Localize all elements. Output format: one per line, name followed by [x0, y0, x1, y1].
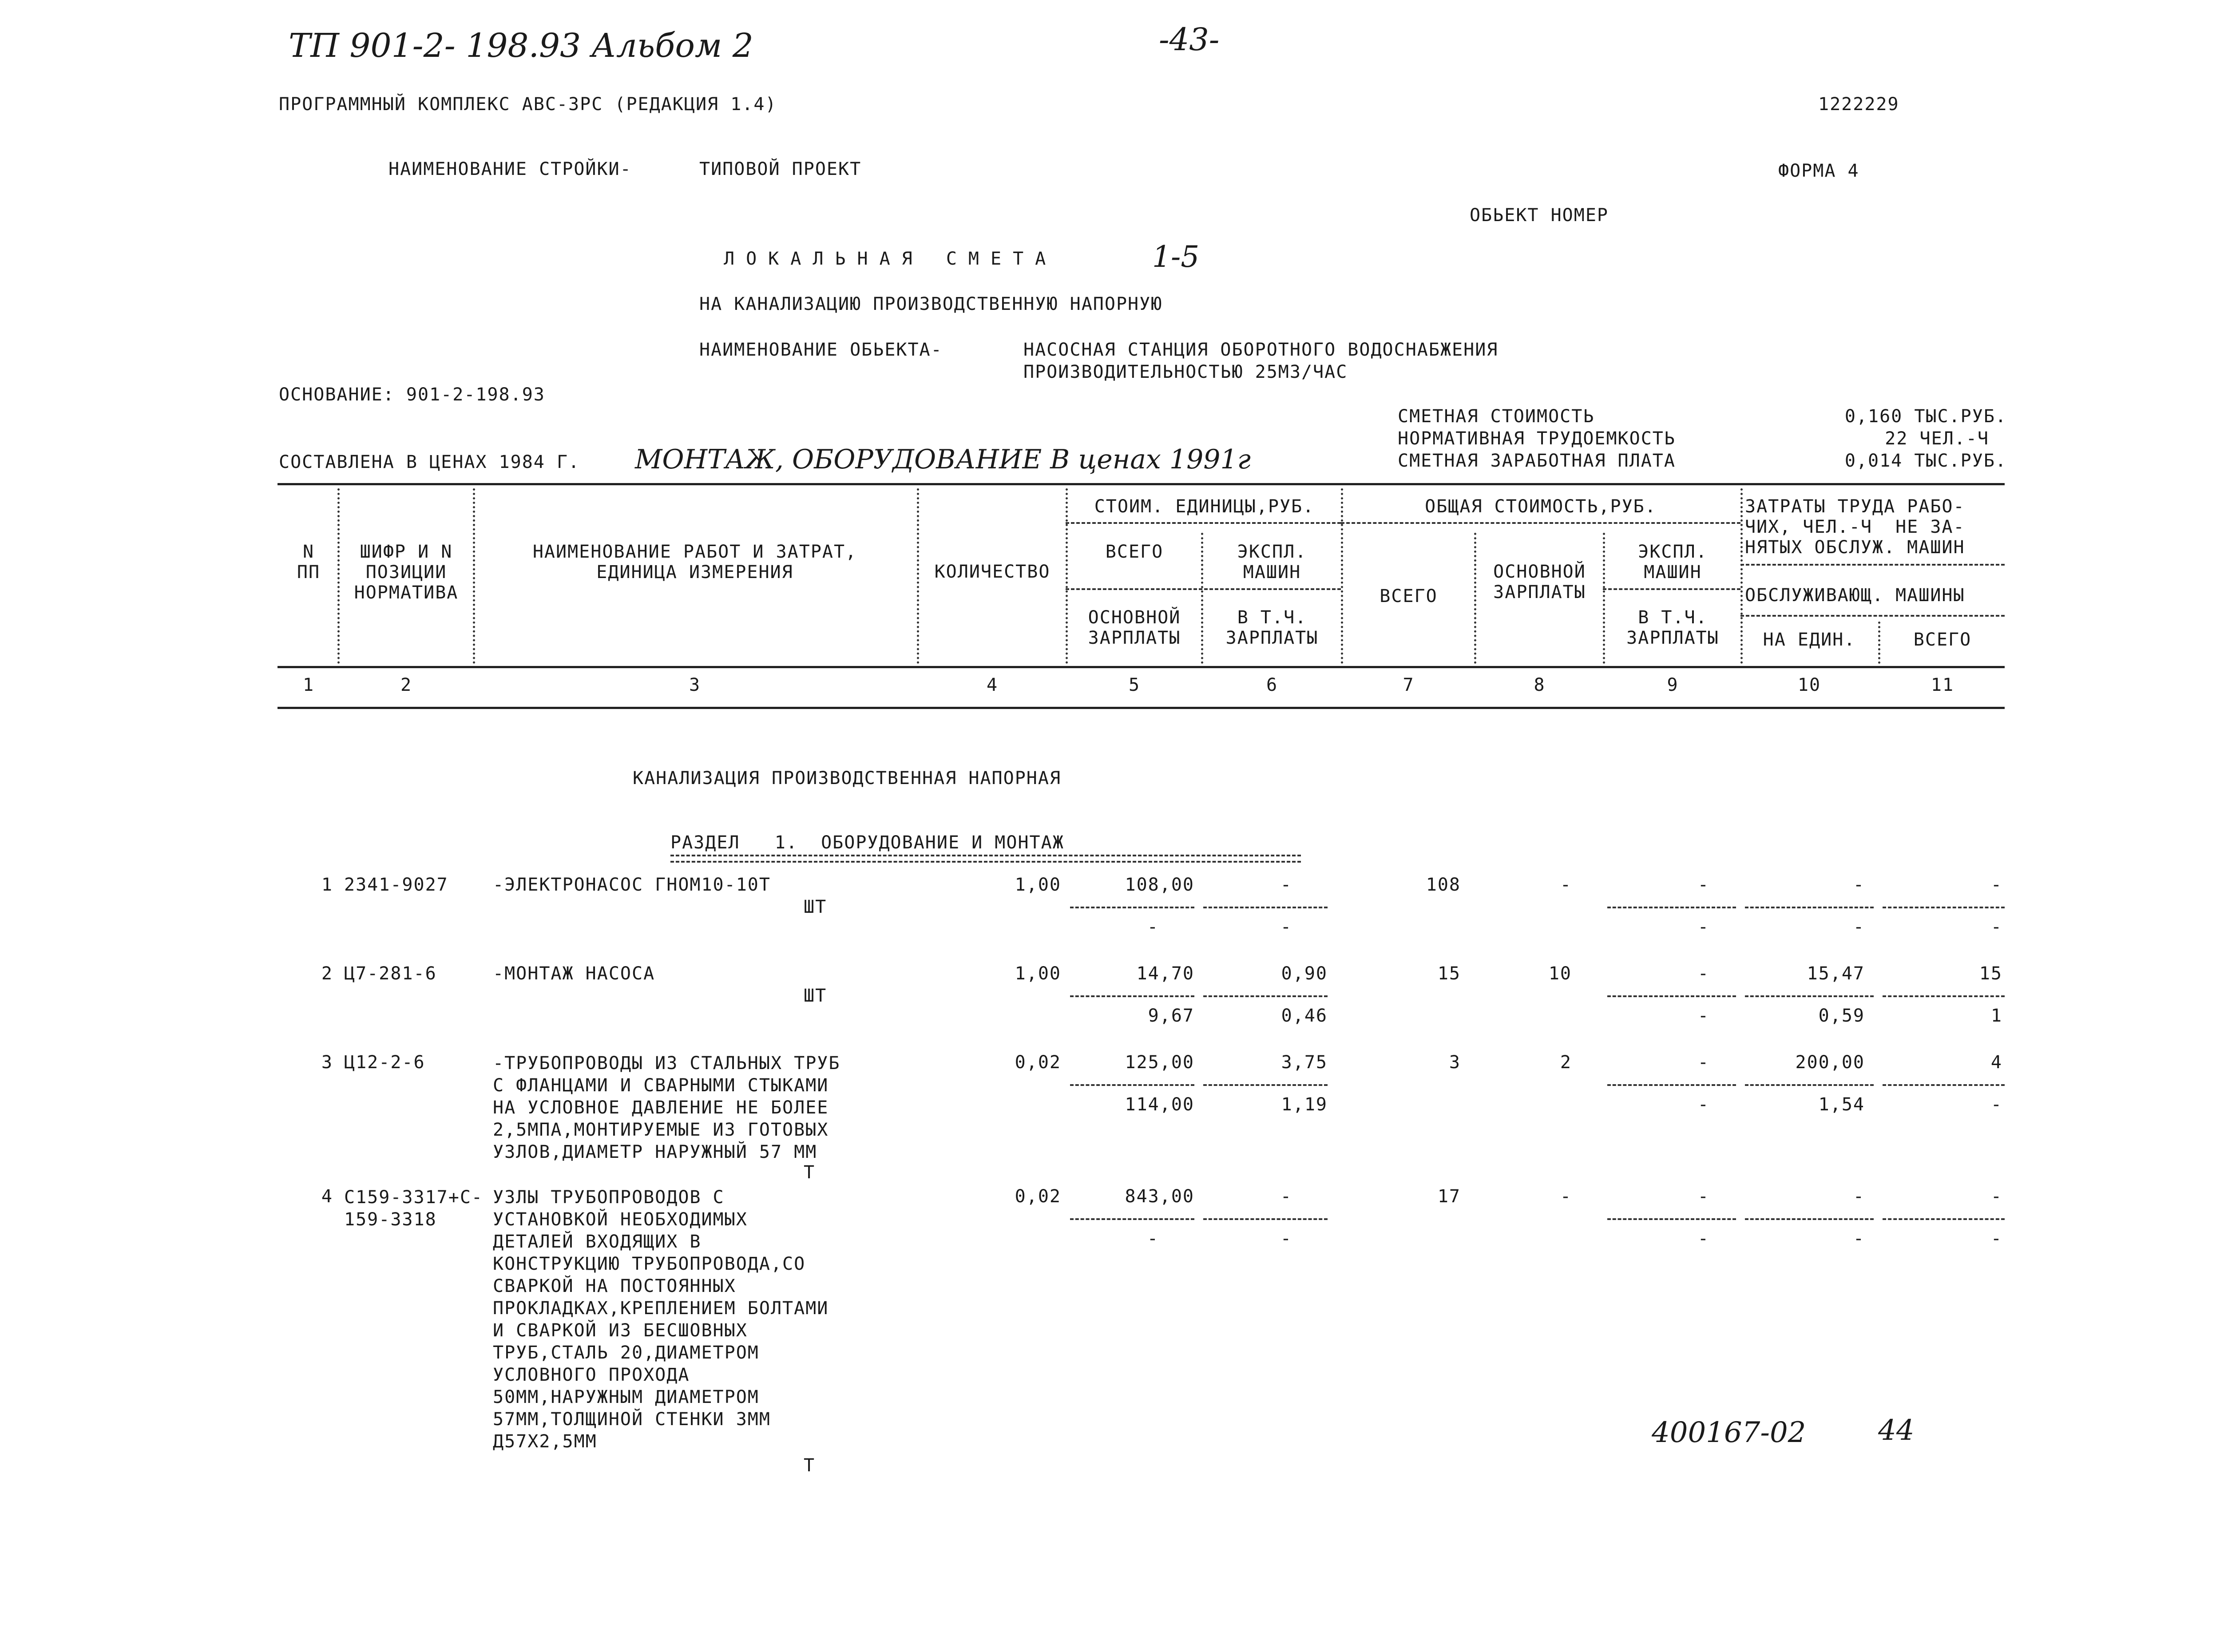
row-total-incl-wage: - — [1697, 1094, 1709, 1115]
col-number: 1 — [302, 675, 315, 695]
row-total-exp: - — [1697, 1186, 1709, 1207]
row-total-exp: - — [1697, 963, 1709, 984]
row-labor-unit: - — [1853, 875, 1865, 895]
form-number: ФОРМА 4 — [1778, 161, 1859, 181]
header-total-all: ВСЕГО — [1380, 586, 1438, 606]
header-total-exp: ЭКСПЛ. МАШИН — [1638, 542, 1708, 582]
section-heading-underline — [670, 855, 1301, 863]
row-unit-cost: 14,70 — [1136, 963, 1194, 984]
header-unit-all: ВСЕГО — [1105, 542, 1164, 562]
row-labor-serv-total: 1 — [1990, 1006, 2002, 1026]
section-title: КАНАЛИЗАЦИЯ ПРОИЗВОДСТВЕННАЯ НАПОРНАЯ — [633, 768, 1062, 788]
header-labor-total: ВСЕГО — [1913, 630, 1972, 650]
row-code: Ц7-281-6 — [344, 963, 437, 984]
row-labor-total: 15 — [1979, 963, 2002, 984]
row-total: 3 — [1449, 1052, 1461, 1073]
header-unit-basic-wage: ОСНОВНОЙ ЗАРПЛАТЫ — [1088, 607, 1181, 648]
row-total: 108 — [1426, 875, 1461, 895]
header-unit-cost: СТОИМ. ЕДИНИЦЫ,РУБ. — [1094, 496, 1315, 517]
col-sep-1 — [337, 488, 340, 664]
row-subrule — [1883, 995, 2005, 997]
row-unit-cost: 125,00 — [1125, 1052, 1194, 1073]
row-name: -МОНТАЖ НАСОСА — [493, 963, 655, 984]
unit-cost-divider — [1066, 522, 1341, 524]
object-name-line2: ПРОИЗВОДИТЕЛЬНОСТЬЮ 25М3/ЧАС — [1023, 362, 1348, 382]
row-code: С159-3317+С- 159-3318 — [344, 1187, 483, 1230]
row-subrule — [1070, 907, 1194, 908]
row-subrule — [1883, 1084, 2005, 1086]
row-subrule — [1203, 1218, 1328, 1220]
row-quantity: 0,02 — [1015, 1186, 1061, 1207]
row-subrule — [1070, 1218, 1194, 1220]
header-unit-exp: ЭКСПЛ. МАШИН — [1237, 542, 1307, 582]
row-subrule — [1607, 907, 1736, 908]
estimate-subject: НА КАНАЛИЗАЦИЮ ПРОИЗВОДСТВЕННУЮ НАПОРНУЮ — [699, 294, 1163, 314]
row-code: 2341-9027 — [344, 875, 448, 895]
row-subrule — [1883, 907, 2005, 908]
table-header-bottom-rule — [278, 666, 2005, 668]
row-labor-serv-unit: 0,59 — [1818, 1006, 1865, 1026]
col-number: 2 — [400, 675, 412, 695]
estimate-title: ЛОКАЛЬНАЯ СМЕТА — [724, 249, 1058, 269]
row-unit: Т — [804, 1455, 816, 1476]
row-code: Ц12-2-6 — [344, 1052, 425, 1073]
row-labor-unit: 200,00 — [1795, 1052, 1865, 1073]
row-quantity: 1,00 — [1015, 963, 1061, 984]
header-serving-machines: ОБСЛУЖИВАЮЩ. МАШИНЫ — [1745, 585, 1965, 606]
header-unit-incl-wage: В Т.Ч. ЗАРПЛАТЫ — [1225, 607, 1319, 648]
row-subrule — [1745, 907, 1874, 908]
row-subrule — [1070, 995, 1194, 997]
col-number: 10 — [1797, 675, 1821, 695]
col-number: 8 — [1534, 675, 1546, 695]
summary-label-wage: СМЕТНАЯ ЗАРАБОТНАЯ ПЛАТА — [1398, 451, 1676, 471]
row-total-incl-wage: - — [1697, 1228, 1709, 1249]
summary-value-wage: 0,014 ТЫС.РУБ. — [1844, 451, 2007, 471]
page-number: -43- — [1159, 21, 1220, 58]
col-number: 5 — [1128, 675, 1141, 695]
labor-divider-2 — [1740, 615, 2005, 617]
document-id: 1222229 — [1818, 94, 1899, 115]
row-labor-total: - — [1990, 875, 2002, 895]
row-number: 4 — [321, 1186, 333, 1207]
handwritten-prices-note: МОНТАЖ, ОБОРУДОВАНИЕ В ценах 1991г — [635, 444, 1251, 475]
handwritten-footer-page: 44 — [1878, 1414, 1915, 1447]
row-name: -ТРУБОПРОВОДЫ ИЗ СТАЛЬНЫХ ТРУБ С ФЛАНЦАМИ И СВАРНЫМИ СТЫКАМИ НА УСЛОВНОЕ ДАВЛЕНИЕ НЕ БОЛЕЕ 2,5МПА,МОНТИРУЕМЫЕ ИЗ ГОТОВЫХ УЗЛОВ,ДИАМЕТР НАРУЖНЫЙ 57 ММ — [493, 1053, 840, 1162]
header-per-unit: НА ЕДИН. — [1763, 630, 1856, 650]
object-name-label: НАИМЕНОВАНИЕ ОБЬЕКТА- — [699, 340, 943, 360]
row-name: -ЭЛЕКТРОНАСОС ГНОМ10-10Т — [493, 875, 771, 895]
row-total: 15 — [1437, 963, 1461, 984]
row-unit: ШТ — [804, 897, 827, 917]
row-number: 1 — [321, 875, 333, 895]
row-total-exp: - — [1697, 875, 1709, 895]
row-unit-basic-wage: - — [1147, 1228, 1159, 1249]
labor-divider — [1740, 564, 2005, 566]
row-unit: ШТ — [804, 986, 827, 1006]
row-total-incl-wage: - — [1697, 1006, 1709, 1026]
row-number: 3 — [321, 1052, 333, 1073]
section-heading: РАЗДЕЛ 1. ОБОРУДОВАНИЕ И МОНТАЖ — [670, 832, 1064, 853]
row-subrule — [1607, 1084, 1736, 1086]
row-subrule — [1745, 1084, 1874, 1086]
row-total-wage: - — [1560, 1186, 1572, 1207]
row-labor-unit: 15,47 — [1807, 963, 1865, 984]
row-quantity: 0,02 — [1015, 1052, 1061, 1073]
row-unit-cost: 843,00 — [1125, 1186, 1194, 1207]
row-subrule — [1203, 1084, 1328, 1086]
col-number: 9 — [1667, 675, 1679, 695]
row-number: 2 — [321, 963, 333, 984]
row-labor-serv-total: - — [1990, 917, 2002, 937]
row-total: 17 — [1437, 1186, 1461, 1207]
row-unit-basic-wage: - — [1147, 917, 1159, 937]
row-subrule — [1607, 995, 1736, 997]
row-labor-total: - — [1990, 1186, 2002, 1207]
row-unit-incl-wage: - — [1280, 917, 1292, 937]
row-unit-exp: - — [1280, 875, 1292, 895]
row-unit-exp: 0,90 — [1281, 963, 1328, 984]
table-colnum-rule — [278, 707, 2005, 709]
row-labor-serv-unit: - — [1853, 917, 1865, 937]
row-subrule — [1203, 995, 1328, 997]
row-total-wage: 2 — [1560, 1052, 1572, 1073]
row-total-exp: - — [1697, 1052, 1709, 1073]
row-unit: Т — [804, 1162, 816, 1183]
row-labor-serv-total: - — [1990, 1094, 2002, 1115]
header-norm-code: ШИФР И N ПОЗИЦИИ НОРМАТИВА — [354, 542, 459, 603]
handwritten-footer-code: 400167-02 — [1652, 1416, 1806, 1449]
header-quantity: КОЛИЧЕСТВО — [934, 562, 1051, 582]
row-unit-cost: 108,00 — [1125, 875, 1194, 895]
row-unit-incl-wage: 1,19 — [1281, 1094, 1328, 1115]
row-total-incl-wage: - — [1697, 917, 1709, 937]
row-labor-serv-unit: - — [1853, 1228, 1865, 1249]
construction-name: ТИПОВОЙ ПРОЕКТ — [699, 159, 862, 179]
basis: ОСНОВАНИЕ: 901-2-198.93 — [279, 384, 545, 405]
program-name: ПРОГРАММНЫЙ КОМПЛЕКС АВС-3РС (РЕДАКЦИЯ 1.4) — [279, 94, 777, 115]
handwritten-estimate-number: 1-5 — [1152, 240, 1200, 274]
row-quantity: 1,00 — [1015, 875, 1061, 895]
object-name-line1: НАСОСНАЯ СТАНЦИЯ ОБОРОТНОГО ВОДОСНАБЖЕНИЯ — [1023, 340, 1498, 360]
col-number: 7 — [1403, 675, 1415, 695]
col-number: 11 — [1931, 675, 1954, 695]
row-total-wage: - — [1560, 875, 1572, 895]
row-unit-basic-wage: 9,67 — [1148, 1006, 1194, 1026]
row-subrule — [1607, 1218, 1736, 1220]
row-labor-serv-total: - — [1990, 1228, 2002, 1249]
row-unit-exp: 3,75 — [1281, 1052, 1328, 1073]
header-total-cost: ОБЩАЯ СТОИМОСТЬ,РУБ. — [1425, 496, 1657, 517]
handwritten-project-code: ТП 901-2- 198.93 Альбом 2 — [289, 27, 753, 65]
col-number: 4 — [986, 675, 999, 695]
table-top-rule — [278, 483, 2005, 485]
row-subrule — [1745, 1218, 1874, 1220]
col-number: 3 — [689, 675, 701, 695]
header-total-incl-wage: В Т.Ч. ЗАРПЛАТЫ — [1626, 607, 1719, 648]
row-labor-total: 4 — [1990, 1052, 2002, 1073]
row-unit-basic-wage: 114,00 — [1125, 1094, 1194, 1115]
col-number: 6 — [1266, 675, 1278, 695]
summary-label-cost: СМЕТНАЯ СТОИМОСТЬ — [1398, 406, 1595, 427]
row-total-wage: 10 — [1548, 963, 1572, 984]
summary-label-labor: НОРМАТИВНАЯ ТРУДОЕМКОСТЬ — [1398, 428, 1676, 449]
row-unit-exp: - — [1280, 1186, 1292, 1207]
row-subrule — [1745, 995, 1874, 997]
row-labor-serv-unit: 1,54 — [1818, 1094, 1865, 1115]
row-labor-unit: - — [1853, 1186, 1865, 1207]
total-cost-divider — [1341, 522, 1740, 524]
row-subrule — [1203, 907, 1328, 908]
header-work-name: НАИМЕНОВАНИЕ РАБОТ И ЗАТРАТ, ЕДИНИЦА ИЗМЕРЕНИЯ — [532, 542, 857, 582]
object-number: ОБЬЕКТ НОМЕР — [1470, 205, 1609, 226]
unit-cost-divider-2 — [1066, 588, 1341, 590]
row-name: УЗЛЫ ТРУБОПРОВОДОВ С УСТАНОВКОЙ НЕОБХОДИМЫХ ДЕТАЛЕЙ ВХОДЯЩИХ В КОНСТРУКЦИЮ ТРУБОПРОВОДА,СО СВАРКОЙ НА ПОСТОЯННЫХ ПРОКЛАДКАХ,КРЕПЛЕНИЕМ БОЛТАМИ И СВАРКОЙ ИЗ БЕСШОВНЫХ ТРУБ,СТАЛЬ 20,ДИАМЕТРОМ УСЛОВНОГО ПРОХОДА 50ММ,НАРУЖНЫМ ДИАМЕТРОМ 57ММ,ТОЛЩИНОЙ СТЕНКИ 3ММ Д57Х2,5ММ — [493, 1187, 829, 1452]
summary-value-labor: 22 ЧЕЛ.-Ч — [1885, 428, 1989, 449]
row-subrule — [1883, 1218, 2005, 1220]
row-unit-incl-wage: - — [1280, 1228, 1292, 1249]
row-subrule — [1070, 1084, 1194, 1086]
row-unit-incl-wage: 0,46 — [1281, 1006, 1328, 1026]
header-labor: ЗАТРАТЫ ТРУДА РАБО- ЧИХ, ЧЕЛ.-Ч НЕ ЗА- НЯТЫХ ОБСЛУЖ. МАШИН — [1745, 496, 1965, 558]
compiled-prices: СОСТАВЛЕНА В ЦЕНАХ 1984 Г. — [279, 452, 580, 472]
total-cost-divider-2 — [1603, 588, 1740, 590]
header-total-basic-wage: ОСНОВНОЙ ЗАРПЛАТЫ — [1493, 562, 1586, 602]
header-row-number: N ПП — [297, 542, 321, 582]
col-sep-2 — [473, 488, 475, 664]
summary-value-cost: 0,160 ТЫС.РУБ. — [1844, 406, 2007, 427]
construction-name-label: НАИМЕНОВАНИЕ СТРОЙКИ- — [388, 159, 632, 179]
